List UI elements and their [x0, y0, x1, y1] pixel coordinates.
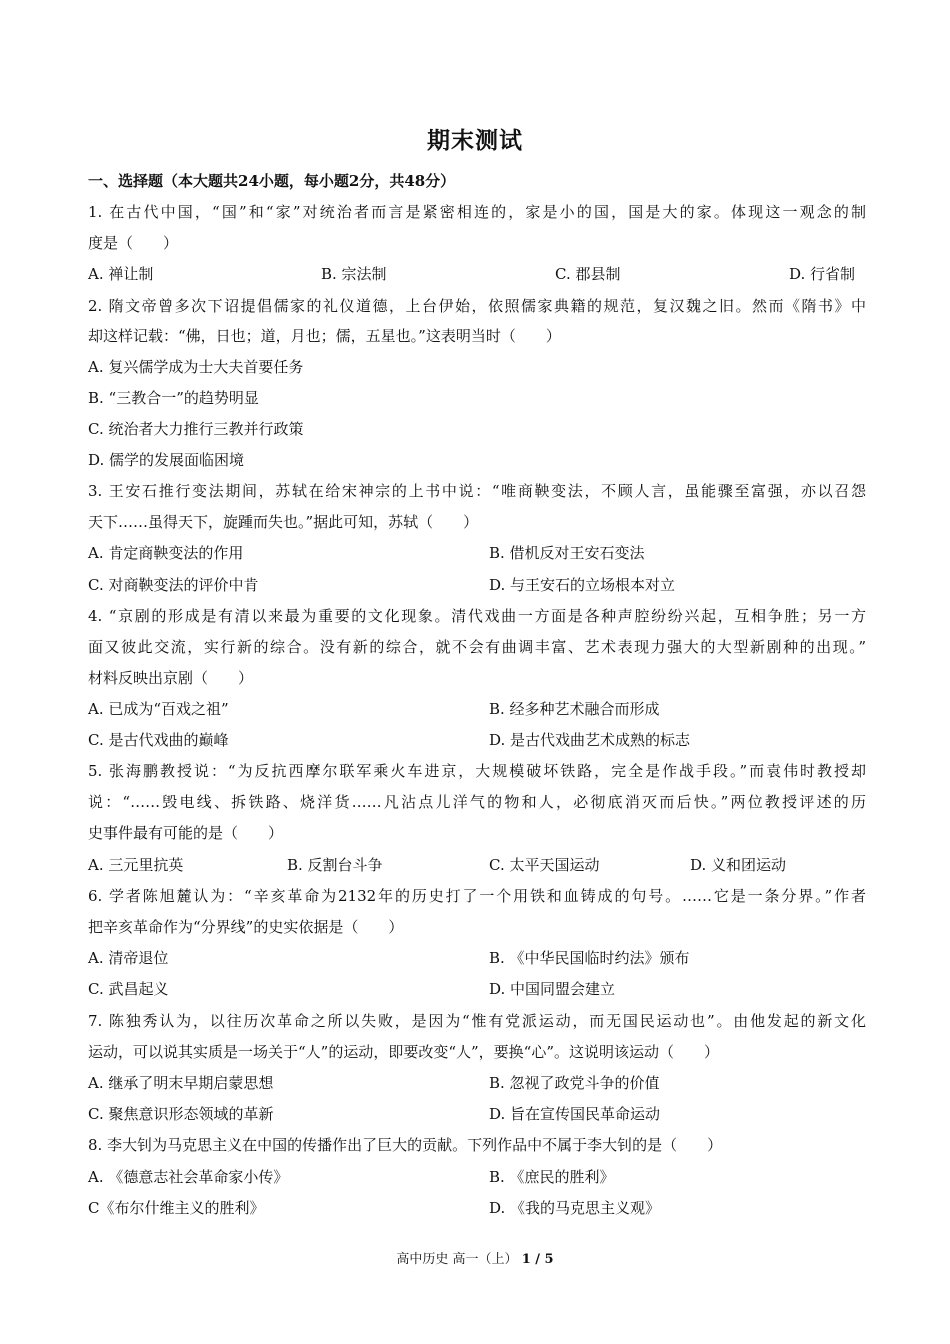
option-7-b: B. 忽视了政党斗争的价值 — [489, 1074, 660, 1092]
option-3-a: A. 肯定商鞅变法的作用 — [88, 544, 244, 562]
question-7-text: 运动，可以说其实质是一场关于“人”的运动，即要改变“人”，要换“心”。这说明该运动（ ） — [88, 1043, 720, 1061]
option-6-a: A. 清帝退位 — [88, 949, 169, 967]
option-4-c: C. 是古代戏曲的巅峰 — [88, 731, 229, 749]
question-4-text: 4. “京剧的形成是有清以来最为重要的文化现象。清代戏曲一方面是各种声腔纷纷兴起，互相争胜；另一方 — [88, 607, 866, 625]
option-1-c: C. 郡县制 — [555, 265, 621, 283]
option-7-d: D. 旨在宣传国民革命运动 — [489, 1105, 661, 1123]
option-4-a: A. 已成为“百戏之祖” — [88, 700, 229, 718]
footer-text: 高中历史 高一（上） — [396, 1252, 518, 1267]
option-7-a: A. 继承了明末早期启蒙思想 — [88, 1074, 274, 1092]
option-3-b: B. 借机反对王安石变法 — [489, 544, 645, 562]
option-5-a: A. 三元里抗英 — [88, 856, 184, 874]
question-5-text: 5. 张海鹏教授说：“为反抗西摩尔联军乘火车进京，大规模破坏铁路，完全是作战手段。”而袁伟时教授却 — [88, 762, 866, 780]
question-6-text: 把辛亥革命作为“分界线”的史实依据是（ ） — [88, 918, 404, 936]
page-title: 期末测试 — [427, 127, 523, 154]
option-2-d: D. 儒学的发展面临困境 — [88, 451, 245, 469]
option-8-a: A. 《德意志社会革命家小传》 — [88, 1168, 289, 1186]
page-footer — [0, 1248, 950, 1267]
option-2-a: A. 复兴儒学成为士大夫首要任务 — [88, 358, 304, 376]
question-2-text: 2. 隋文帝曾多次下诏提倡儒家的礼仪道德，上台伊始，依照儒家典籍的规范，复汉魏之旧。然而《隋书》中 — [88, 297, 866, 315]
section-heading: 一、选择题（本大题共24小题，每小题2分，共48分） — [88, 172, 456, 190]
question-7-text: 7. 陈独秀认为，以往历次革命之所以失败，是因为“惟有党派运动，而无国民运动也”。由他发起的新文化 — [88, 1012, 866, 1030]
option-7-c: C. 聚焦意识形态领域的革新 — [88, 1105, 274, 1123]
option-6-b: B. 《中华民国临时约法》颁布 — [489, 949, 690, 967]
option-2-c: C. 统治者大力推行三教并行政策 — [88, 420, 304, 438]
question-1-text: 度是（ ） — [88, 234, 179, 252]
option-6-c: C. 武昌起义 — [88, 980, 169, 998]
option-5-d: D. 义和团运动 — [690, 856, 787, 874]
option-8-d: D. 《我的马克思主义观》 — [489, 1199, 661, 1217]
option-5-b: B. 反割台斗争 — [287, 856, 383, 874]
option-5-c: C. 太平天国运动 — [489, 856, 600, 874]
question-2-text: 却这样记载：“佛，日也；道，月也；儒，五星也。”这表明当时（ ） — [88, 327, 561, 345]
question-6-text: 6. 学者陈旭麓认为：“辛亥革命为2132年的历史打了一个用铁和血铸成的句号。……它是一条分界。”作者 — [88, 887, 866, 905]
question-3-text: 3. 王安石推行变法期间，苏轼在给宋神宗的上书中说：“唯商鞅变法，不顾人言，虽能骤至富强，亦以召怨 — [88, 482, 866, 500]
question-1-text: 1. 在古代中国，“国”和“家”对统治者而言是紧密相连的，家是小的国，国是大的家。体现这一观念的制 — [88, 203, 866, 221]
question-4-text: 面又彼此交流，实行新的综合。没有新的综合，就不会有曲调丰富、艺术表现力强大的大型新剧种的出现。” — [88, 638, 866, 656]
page-number: 1 / 5 — [521, 1252, 554, 1267]
option-3-c: C. 对商鞅变法的评价中肯 — [88, 576, 259, 594]
question-5-text: 史事件最有可能的是（ ） — [88, 824, 284, 842]
question-4-text: 材料反映出京剧（ ） — [88, 669, 254, 687]
option-8-c: C《布尔什维主义的胜利》 — [88, 1199, 265, 1217]
option-2-b: B. “三教合一”的趋势明显 — [88, 389, 259, 407]
option-4-d: D. 是古代戏曲艺术成熟的标志 — [489, 731, 691, 749]
option-3-d: D. 与王安石的立场根本对立 — [489, 576, 676, 594]
option-1-d: D. 行省制 — [789, 265, 856, 283]
option-8-b: B. 《庶民的胜利》 — [489, 1168, 615, 1186]
question-5-text: 说：“……毁电线、拆铁路、烧洋货……凡沾点儿洋气的物和人，必彻底消灭而后快。”两位教授评述的历 — [88, 793, 866, 811]
option-4-b: B. 经多种艺术融合而形成 — [489, 700, 660, 718]
option-1-a: A. 禅让制 — [88, 265, 154, 283]
option-6-d: D. 中国同盟会建立 — [489, 980, 616, 998]
question-3-text: 天下……虽得天下，旋踵而失也。”据此可知，苏轼（ ） — [88, 513, 479, 531]
question-8-text: 8. 李大钊为马克思主义在中国的传播作出了巨大的贡献。下列作品中不属于李大钊的是（ ） — [88, 1136, 723, 1154]
option-1-b: B. 宗法制 — [321, 265, 387, 283]
